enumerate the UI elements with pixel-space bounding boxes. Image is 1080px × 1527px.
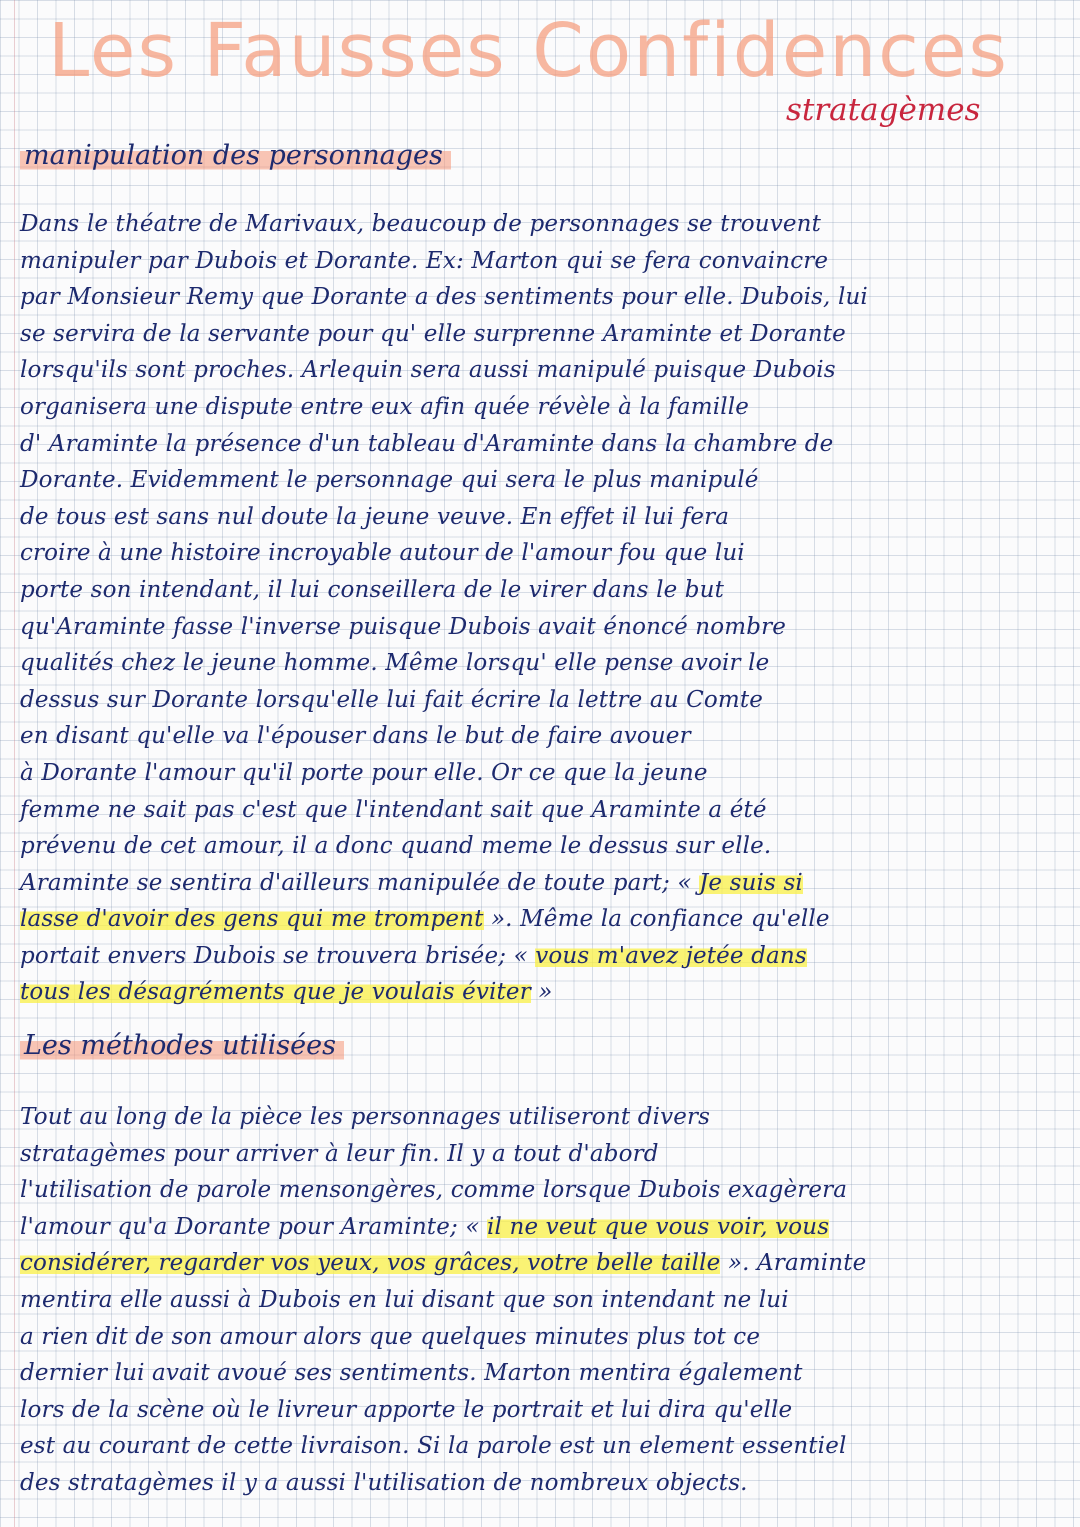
text-segment: qualités chez le jeune homme. Même lorsqu' elle pense avoir le — [20, 650, 770, 677]
section-paragraph-methodes — [20, 1099, 1072, 1502]
text-segment: est au courant de cette livraison. Si la parole est un element essentiel — [20, 1433, 847, 1460]
text-segment: de tous est sans nul doute la jeune veuve. En effet il lui fera — [20, 503, 730, 530]
text-line — [20, 901, 1072, 938]
text-segment: manipuler par Dubois et Dorante. Ex: Marton qui se fera convaincre — [20, 247, 829, 274]
text-segment: » — [530, 979, 553, 1006]
text-segment: lorsqu'ils sont proches. Arlequin sera aussi manipulé puisque Dubois — [20, 357, 836, 384]
text-line — [20, 1209, 1072, 1246]
text-segment: mentira elle aussi à Dubois en lui disant que son intendant ne lui — [20, 1286, 789, 1313]
text-segment: Dans le théatre de Marivaux, beaucoup de personnages se trouvent — [20, 211, 821, 237]
text-line — [20, 828, 1072, 865]
text-line — [20, 1355, 1072, 1392]
text-segment: ». Araminte — [720, 1250, 867, 1277]
text-line — [20, 1282, 1072, 1319]
text-segment: d' Araminte la présence d'un tableau d'Araminte dans la chambre de — [20, 430, 834, 457]
text-segment: ». Même la confiance qu'elle — [483, 906, 830, 933]
text-segment: se servira de la servante pour qu' elle surprenne Araminte et Dorante — [20, 320, 846, 347]
text-line — [20, 645, 1072, 682]
text-segment: femme ne sait pas c'est que l'intendant sait que Araminte a été — [20, 796, 767, 823]
text-segment: Dorante. Evidemment le personnage qui sera le plus manipulé — [20, 467, 759, 494]
text-segment: stratagèmes pour arriver à leur fin. Il y a tout d'abord — [20, 1140, 659, 1167]
text-segment: organisera une dispute entre eux afin quée révèle à la famille — [20, 393, 749, 420]
margin-line — [14, 0, 15, 1527]
text-line — [20, 1319, 1072, 1356]
text-line — [20, 755, 1072, 792]
text-segment: des stratagèmes il y a aussi l'utilisation de nombreux objects. — [20, 1469, 748, 1496]
text-segment: prévenu de cet amour, il a donc quand meme le dessus sur elle. — [20, 833, 772, 860]
highlighted-quote: considérer, regarder vos yeux, vos grâces, votre belle taille — [20, 1250, 721, 1277]
text-line — [20, 1172, 1072, 1209]
text-line — [20, 389, 1072, 426]
text-segment: en disant qu'elle va l'épouser dans le but de faire avouer — [20, 723, 691, 750]
text-segment: qu'Araminte fasse l'inverse puisque Dubois avait énoncé nombre — [20, 613, 787, 640]
text-line — [20, 1392, 1072, 1429]
text-segment: portait envers Dubois se trouvera brisée; « — [20, 942, 536, 969]
text-segment: par Monsieur Remy que Dorante a des sentiments pour elle. Dubois, lui — [20, 284, 868, 311]
text-line — [20, 1465, 1072, 1502]
text-line — [20, 1136, 1072, 1173]
text-line — [20, 316, 1072, 353]
text-line — [20, 1245, 1072, 1282]
text-segment: Tout au long de la pièce les personnages utiliseront divers — [20, 1104, 711, 1130]
text-line — [20, 865, 1072, 902]
text-segment: Araminte se sentira d'ailleurs manipulée de toute part; « — [20, 869, 700, 896]
text-line — [20, 718, 1072, 755]
section-paragraph-manipulation — [20, 206, 1072, 1011]
text-line — [20, 682, 1072, 719]
text-line — [20, 499, 1072, 536]
highlighted-quote: lasse d'avoir des gens qui me trompent — [20, 906, 484, 933]
text-line — [20, 792, 1072, 829]
text-segment: croire à une histoire incroyable autour de l'amour fou que lui — [20, 540, 745, 567]
text-segment: dessus sur Dorante lorsqu'elle lui fait écrire la lettre au Comte — [20, 686, 764, 713]
text-line — [20, 462, 1072, 499]
section-heading-methodes: Les méthodes utilisées — [20, 1030, 344, 1061]
text-line — [20, 1099, 1072, 1136]
page-title: Les Fausses Confidences — [48, 8, 1009, 94]
highlighted-quote: vous m'avez jetée dans — [535, 942, 807, 969]
text-segment: l'utilisation de parole mensongères, comme lorsque Dubois exagèrera — [20, 1177, 848, 1204]
text-line — [20, 535, 1072, 572]
text-line — [20, 974, 1072, 1011]
text-segment: à Dorante l'amour qu'il porte pour elle. Or ce que la jeune — [20, 759, 708, 786]
highlighted-quote: Je suis si — [699, 869, 803, 896]
text-segment: porte son intendant, il lui conseillera de le virer dans le but — [20, 576, 725, 603]
text-line — [20, 279, 1072, 316]
highlighted-quote: tous les désagréments que je voulais éviter — [20, 979, 531, 1006]
text-line — [20, 206, 1072, 243]
highlighted-quote: il ne veut que vous voir, vous — [487, 1213, 830, 1240]
text-line — [20, 572, 1072, 609]
text-segment: l'amour qu'a Dorante pour Araminte; « — [20, 1213, 488, 1240]
text-line — [20, 352, 1072, 389]
text-segment: dernier lui avait avoué ses sentiments. Marton mentira également — [20, 1360, 803, 1387]
section-heading-manipulation: manipulation des personnages — [20, 140, 451, 171]
text-line — [20, 243, 1072, 280]
text-segment: a rien dit de son amour alors que quelques minutes plus tot ce — [20, 1323, 761, 1350]
text-line — [20, 426, 1072, 463]
text-line — [20, 938, 1072, 975]
page-subtitle: stratagèmes — [786, 92, 981, 128]
text-segment: lors de la scène où le livreur apporte le portrait et lui dira qu'elle — [20, 1396, 793, 1423]
text-line — [20, 609, 1072, 646]
text-line — [20, 1428, 1072, 1465]
